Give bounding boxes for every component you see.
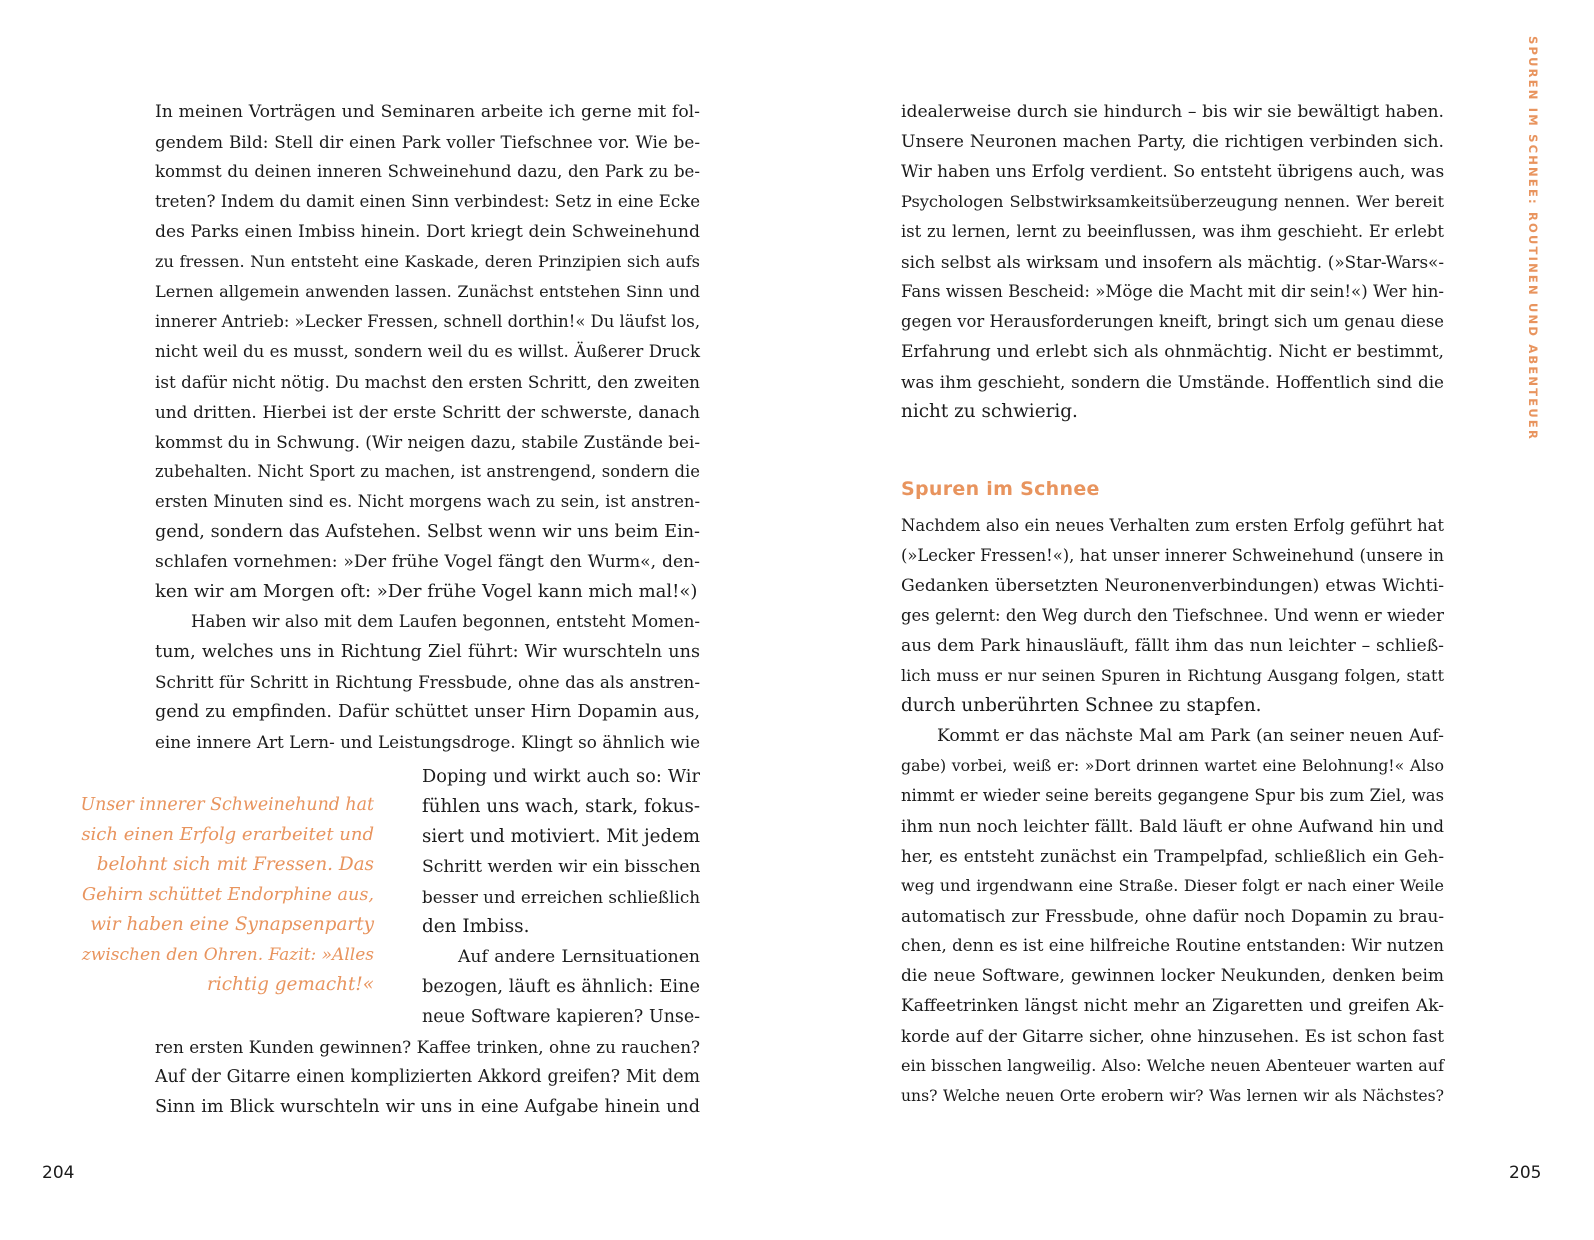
text-line: In meinen Vorträgen und Seminaren arbeite ich gerne mit fol- [155,102,700,122]
text-line: uns? Welche neuen Orte erobern wir? Was lernen wir als Nächstes? [901,1087,1444,1105]
text-line: Sinn im Blick wurschteln wir uns in eine Aufgabe hinein und [155,1097,700,1117]
text-line: aus dem Park hinausläuft, fällt ihm das nun leichter – schließ- [901,636,1444,656]
text-line: ges gelernt: den Weg durch den Tiefschnee. Und wenn er wieder [901,606,1444,625]
text-line: Unsere Neuronen machen Party, die richtigen verbinden sich. [901,132,1444,152]
text-line: die neue Software, gewinnen locker Neukunden, denken beim [901,966,1444,986]
text-line: bezogen, läuft es ähnlich: Eine [422,976,700,997]
text-line: Schritt für Schritt in Richtung Fressbude, ohne das als anstren- [155,672,700,692]
text-line: sich selbst als wirksam und insofern als mächtig. (»Star-Wars«- [901,252,1444,272]
page-number-right: 205 [1509,1163,1542,1183]
text-line: Nachdem also ein neues Verhalten zum ersten Erfolg geführt hat [901,516,1444,535]
text-line: was ihm geschieht, sondern die Umstände. Hoffentlich sind die [901,372,1444,392]
text-line: besser und erreichen schließlich [422,887,701,907]
pull-quote-line: Unser innerer Schweinehund hat [80,795,374,815]
text-line: zu fressen. Nun entsteht eine Kaskade, deren Prinzipien sich aufs [155,252,700,271]
text-line: zubehalten. Nicht Sport zu machen, ist anstrengend, sondern die [155,462,700,481]
text-line: Erfahrung und erlebt sich als ohnmächtig. Nicht er bestimmt, [901,342,1444,362]
text-line: Haben wir also mit dem Laufen begonnen, entsteht Momen- [191,612,700,631]
text-line: eine innere Art Lern- und Leistungsdroge. Klingt so ähnlich wie [155,732,700,752]
text-line: innerer Antrieb: »Lecker Fressen, schnell dorthin!« Du läufst los, [155,312,701,331]
pull-quote-line: sich einen Erfolg erarbeitet und [81,824,374,845]
left-narrow-text [422,762,700,1032]
running-head: SPUREN IM SCHNEE: ROUTINEN UND ABENTEUER [1526,36,1540,442]
right-section-text [901,511,1444,1111]
text-line: gend zu empfinden. Dafür schüttet unser Hirn Dopamin aus, [155,702,700,722]
text-line: schlafen vornehmen: »Der frühe Vogel fängt den Wurm«, den- [155,552,700,572]
text-line: Gedanken übersetzten Neuronenverbindungen) etwas Wichti- [901,576,1444,596]
text-line: Auf andere Lernsituationen [458,947,700,967]
text-line: durch unberührten Schnee zu stapfen. [901,695,1262,716]
pull-quote-line: richtig gemacht!« [207,974,374,995]
section-heading: Spuren im Schnee [901,478,1100,500]
text-line: ein bisschen langweilig. Also: Welche neuen Abenteuer warten auf [901,1056,1444,1075]
text-line: Schritt werden wir ein bisschen [422,857,701,877]
text-line: nimmt er wieder seine bereits gegangene Spur bis zum Ziel, was [901,786,1444,805]
right-page [797,0,1594,1240]
text-line: treten? Indem du damit einen Sinn verbindest: Setz in eine Ecke [155,192,701,211]
text-line: gegen vor Herausforderungen kneift, bringt sich um genau diese [901,312,1444,331]
text-line: korde auf der Gitarre sicher, ohne hinzusehen. Es ist schon fast [901,1026,1444,1046]
text-line: und dritten. Hierbei ist der erste Schritt der schwerste, danach [155,402,700,422]
text-line: den Imbiss. [422,916,530,937]
left-main-text [155,97,700,757]
text-line: chen, denn es ist eine hilfreiche Routine entstanden: Wir nutzen [901,936,1444,955]
text-line: nicht zu schwierig. [901,401,1078,422]
text-line: siert und motiviert. Mit jedem [422,826,700,847]
text-line: ren ersten Kunden gewinnen? Kaffee trinken, ohne zu rauchen? [155,1037,700,1057]
text-line: fühlen uns wach, stark, fokus- [422,796,700,817]
text-line: weg und irgendwann eine Straße. Dieser folgt er nach einer Weile [901,876,1444,895]
text-line: automatisch zur Fressbude, ohne dafür noch Dopamin zu brau- [901,906,1444,926]
page-number-left: 204 [42,1163,75,1183]
text-line: ersten Minuten sind es. Nicht morgens wach zu sein, ist anstren- [155,492,700,511]
text-line: gendem Bild: Stell dir einen Park voller Tiefschnee vor. Wie be- [155,132,700,152]
text-line: ken wir am Morgen oft: »Der frühe Vogel kann mich mal!«) [155,581,698,602]
text-line: ihm nun noch leichter fällt. Bald läuft er ohne Aufwand hin und [901,816,1444,836]
text-line: gabe) vorbei, weiß er: »Dort drinnen wartet eine Belohnung!« Also [901,756,1444,775]
text-line: Fans wissen Bescheid: »Möge die Macht mit dir sein!«) Wer hin- [901,282,1444,301]
text-line: Kaffeetrinken längst nicht mehr an Zigaretten und greifen Ak- [901,996,1444,1016]
text-line: Wir haben uns Erfolg verdient. So entsteht übrigens auch, was [901,162,1445,182]
pull-quote-line: belohnt sich mit Fressen. Das [96,854,374,875]
right-main-text [901,97,1444,427]
text-line: Kommt er das nächste Mal am Park (an seiner neuen Auf- [937,726,1444,746]
text-line: ist zu lernen, lernt zu beeinflussen, was ihm geschieht. Er erlebt [901,222,1444,241]
text-line: kommst du deinen inneren Schweinehund dazu, den Park zu be- [155,162,700,181]
text-line: Doping und wirkt auch so: Wir [422,766,700,787]
text-line: tum, welches uns in Richtung Ziel führt: Wir wurschteln uns [155,642,700,662]
text-line: Auf der Gitarre einen komplizierten Akkord greifen? Mit dem [155,1067,700,1087]
text-line: nicht weil du es musst, sondern weil du es willst. Äußerer Druck [155,342,700,361]
text-line: ist dafür nicht nötig. Du machst den ersten Schritt, den zweiten [155,372,700,392]
left-continuation-text [155,1032,700,1122]
text-line: Psychologen Selbstwirksamkeitsüberzeugung nennen. Wer bereit [901,192,1444,211]
pull-quote-line: Gehirn schüttet Endorphine aus, [82,885,374,905]
text-line: Lernen allgemein anwenden lassen. Zunächst entstehen Sinn und [155,282,700,301]
pull-quote-line: wir haben eine Synapsenparty [90,914,374,935]
text-line: (»Lecker Fressen!«), hat unser innerer Schweinehund (unsere in [901,546,1444,565]
text-line: gend, sondern das Aufstehen. Selbst wenn wir uns beim Ein- [155,522,700,542]
pull-quote [80,790,374,1000]
pull-quote-line: zwischen den Ohren. Fazit: »Alles [81,945,374,965]
text-line: neue Software kapieren? Unse- [422,1007,700,1027]
text-line: kommst du in Schwung. (Wir neigen dazu, stabile Zustände bei- [155,432,700,452]
text-line: des Parks einen Imbiss hinein. Dort kriegt dein Schweinehund [155,222,700,242]
text-line: idealerweise durch sie hindurch – bis wir sie bewältigt haben. [901,102,1444,122]
text-line: her, es entsteht zunächst ein Trampelpfad, schließlich ein Geh- [901,846,1444,866]
text-line: lich muss er nur seinen Spuren in Richtung Ausgang folgen, statt [901,666,1444,685]
